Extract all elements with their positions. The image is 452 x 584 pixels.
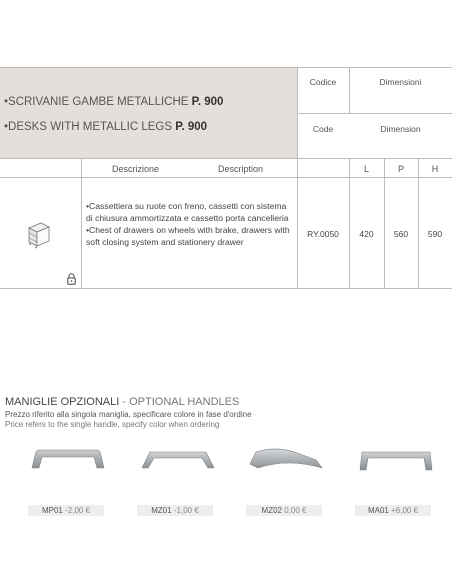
col-description: Description <box>218 164 264 174</box>
code-label: Code <box>312 124 334 134</box>
dim-l: 420 <box>359 229 374 239</box>
handle-label-ma01: MA01 +6,00 € <box>355 505 431 516</box>
handle-mp01-image <box>30 448 106 474</box>
dim-h: 590 <box>427 229 443 239</box>
col-h: H <box>431 164 439 174</box>
col-descrizione: Descrizione <box>112 164 160 174</box>
handle-ma01-image <box>358 448 434 474</box>
col-divider-p <box>384 158 385 288</box>
col-divider-code <box>297 67 298 288</box>
col-divider-l <box>349 158 350 288</box>
description-english: •Chest of drawers on wheels with brake, drawers with soft closing system and stationery drawer <box>86 225 290 247</box>
handle-label-mz01: MZ01 -1,00 € <box>137 505 213 516</box>
dimensioni-label: Dimensioni <box>379 77 422 87</box>
handle-label-mz02: MZ02 0,00 € <box>246 505 322 516</box>
title-english: •DESKS WITH METALLIC LEGS P. 900 <box>4 121 208 133</box>
dim-p: 560 <box>393 229 409 239</box>
header-mid-border <box>297 113 452 114</box>
handle-label-mp01: MP01 -2,00 € <box>28 505 104 516</box>
table-top-border <box>0 67 452 68</box>
handles-note-italian: Prezzo riferito alla singola maniglia, specificare colore in fase d'ordine <box>5 410 252 419</box>
handle-mz02-image <box>248 446 324 474</box>
product-description <box>86 200 294 248</box>
dimension-label: Dimension <box>380 124 421 134</box>
col-divider-h <box>418 158 419 288</box>
product-code: RY.0050 <box>307 229 339 239</box>
drawer-unit-icon <box>27 221 51 249</box>
lock-icon <box>67 273 76 285</box>
col-l: L <box>363 164 369 174</box>
title-italian: •SCRIVANIE GAMBE METALLICHE P. 900 <box>4 96 224 108</box>
codice-label: Codice <box>309 77 337 87</box>
table-bottom-border <box>0 288 452 289</box>
col-p: P <box>397 164 404 174</box>
handle-mz01-image <box>140 448 216 474</box>
description-italian: •Cassettiera su ruote con freno, cassetti con sistema di chiusura ammortizzata e cassetto porta cancelleria <box>86 201 289 223</box>
handles-title: MANIGLIE OPZIONALI - OPTIONAL HANDLES <box>5 396 240 408</box>
col-divider-desc <box>81 158 82 288</box>
col-divider-dim-top <box>349 67 350 113</box>
header-block <box>0 67 297 158</box>
handles-note-english: Price refers to the single handle, specify color when ordering <box>5 420 220 429</box>
